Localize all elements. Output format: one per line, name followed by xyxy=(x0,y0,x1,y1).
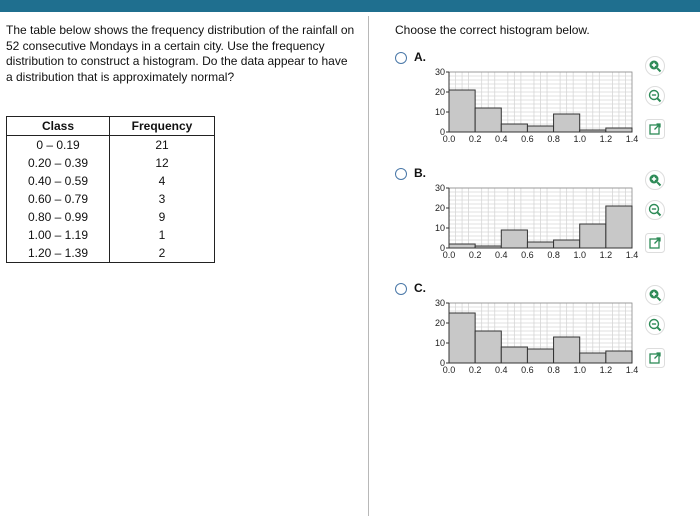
top-header-bar xyxy=(0,0,700,12)
y-tick-label: 10 xyxy=(434,107,445,117)
table-header-row xyxy=(7,117,215,136)
x-tick-label: 1.2 xyxy=(599,134,613,144)
frequency-cell: 1 xyxy=(110,226,215,244)
choice-label-c: C. xyxy=(414,281,426,295)
expand-icon[interactable] xyxy=(645,233,665,253)
class-cell: 1.00 – 1.19 xyxy=(7,226,110,244)
x-tick-label: 0.2 xyxy=(468,134,482,144)
class-cell: 0.60 – 0.79 xyxy=(7,190,110,208)
table-row xyxy=(7,208,215,226)
zoom-out-icon[interactable] xyxy=(645,200,665,220)
table-row xyxy=(7,190,215,208)
histogram-bar xyxy=(449,244,475,248)
column-header-frequency: Frequency xyxy=(110,117,215,136)
choice-prompt: Choose the correct histogram below. xyxy=(395,23,590,37)
x-tick-label: 0.8 xyxy=(547,250,560,260)
x-tick-label: 1.2 xyxy=(599,250,613,260)
x-tick-label: 1.4 xyxy=(625,365,639,375)
y-tick-label: 10 xyxy=(434,223,445,233)
table-row xyxy=(7,136,215,155)
x-tick-label: 0.0 xyxy=(442,250,456,260)
histogram-bar xyxy=(501,347,527,363)
class-cell: 0 – 0.19 xyxy=(7,136,110,155)
panel-divider xyxy=(368,16,369,516)
histogram-b xyxy=(427,176,642,268)
frequency-cell: 9 xyxy=(110,208,215,226)
frequency-cell: 2 xyxy=(110,244,215,263)
zoom-in-icon[interactable] xyxy=(645,285,665,305)
table-row xyxy=(7,154,215,172)
table-row xyxy=(7,244,215,263)
frequency-cell: 12 xyxy=(110,154,215,172)
zoom-in-icon[interactable] xyxy=(645,56,665,76)
histogram-bar xyxy=(501,124,527,132)
histogram-bar xyxy=(606,128,632,132)
frequency-cell: 3 xyxy=(110,190,215,208)
y-tick-label: 0 xyxy=(439,243,445,253)
x-tick-label: 0.8 xyxy=(547,134,560,144)
expand-icon[interactable] xyxy=(645,119,665,139)
class-cell: 0.40 – 0.59 xyxy=(7,172,110,190)
histogram-bar xyxy=(580,353,606,363)
y-tick-label: 10 xyxy=(434,338,445,348)
x-tick-label: 1.0 xyxy=(573,134,586,144)
choice-label-b: B. xyxy=(414,166,426,180)
radio-button-a[interactable] xyxy=(395,52,407,64)
radio-button-b[interactable] xyxy=(395,168,407,180)
y-tick-label: 20 xyxy=(434,87,445,97)
y-tick-label: 20 xyxy=(434,203,445,213)
histogram-bar xyxy=(554,337,580,363)
column-header-class: Class xyxy=(7,117,110,136)
x-tick-label: 1.4 xyxy=(625,134,639,144)
histogram-c xyxy=(427,291,642,383)
histogram-bar xyxy=(580,224,606,248)
x-tick-label: 0.2 xyxy=(468,365,482,375)
x-tick-label: 0.6 xyxy=(521,250,534,260)
histogram-bar xyxy=(475,246,501,248)
histogram-bar xyxy=(449,90,475,132)
table-row xyxy=(7,172,215,190)
histogram-bar xyxy=(580,130,606,132)
x-tick-label: 1.0 xyxy=(573,250,586,260)
x-tick-label: 1.0 xyxy=(573,365,586,375)
histogram-bar xyxy=(527,349,553,363)
x-tick-label: 0.6 xyxy=(521,365,534,375)
table-row xyxy=(7,226,215,244)
frequency-cell: 4 xyxy=(110,172,215,190)
y-tick-label: 30 xyxy=(434,183,445,193)
y-tick-label: 0 xyxy=(439,358,445,368)
histogram-bar xyxy=(527,126,553,132)
histogram-bar xyxy=(606,351,632,363)
x-tick-label: 0.2 xyxy=(468,250,482,260)
expand-icon[interactable] xyxy=(645,348,665,368)
question-text: The table below shows the frequency distribution of the rainfall on 52 consecutive Mondays in a certain city. Use the frequency distribution to construct a histogram. Do the data appear to have a distribution that is approximately normal? xyxy=(6,23,355,84)
y-tick-label: 30 xyxy=(434,67,445,77)
x-tick-label: 0.0 xyxy=(442,134,456,144)
choice-label-a: A. xyxy=(414,50,426,64)
frequency-cell: 21 xyxy=(110,136,215,155)
histogram-bar xyxy=(501,230,527,248)
histogram-bar xyxy=(527,242,553,248)
class-cell: 0.80 – 0.99 xyxy=(7,208,110,226)
x-tick-label: 0.4 xyxy=(495,365,508,375)
class-cell: 1.20 – 1.39 xyxy=(7,244,110,263)
x-tick-label: 0.4 xyxy=(495,250,508,260)
radio-button-c[interactable] xyxy=(395,283,407,295)
x-tick-label: 0.4 xyxy=(495,134,508,144)
histogram-a xyxy=(427,60,642,152)
y-tick-label: 20 xyxy=(434,318,445,328)
x-tick-label: 0.0 xyxy=(442,365,456,375)
histogram-bar xyxy=(606,206,632,248)
zoom-in-icon[interactable] xyxy=(645,170,665,190)
zoom-out-icon[interactable] xyxy=(645,86,665,106)
histogram-bar xyxy=(475,331,501,363)
class-cell: 0.20 – 0.39 xyxy=(7,154,110,172)
zoom-out-icon[interactable] xyxy=(645,315,665,335)
histogram-bar xyxy=(554,114,580,132)
x-tick-label: 0.6 xyxy=(521,134,534,144)
histogram-bar xyxy=(475,108,501,132)
y-tick-label: 30 xyxy=(434,298,445,308)
histogram-bar xyxy=(554,240,580,248)
x-tick-label: 1.4 xyxy=(625,250,639,260)
x-tick-label: 1.2 xyxy=(599,365,613,375)
y-tick-label: 0 xyxy=(439,127,445,137)
frequency-table xyxy=(6,116,215,263)
x-tick-label: 0.8 xyxy=(547,365,560,375)
histogram-bar xyxy=(449,313,475,363)
